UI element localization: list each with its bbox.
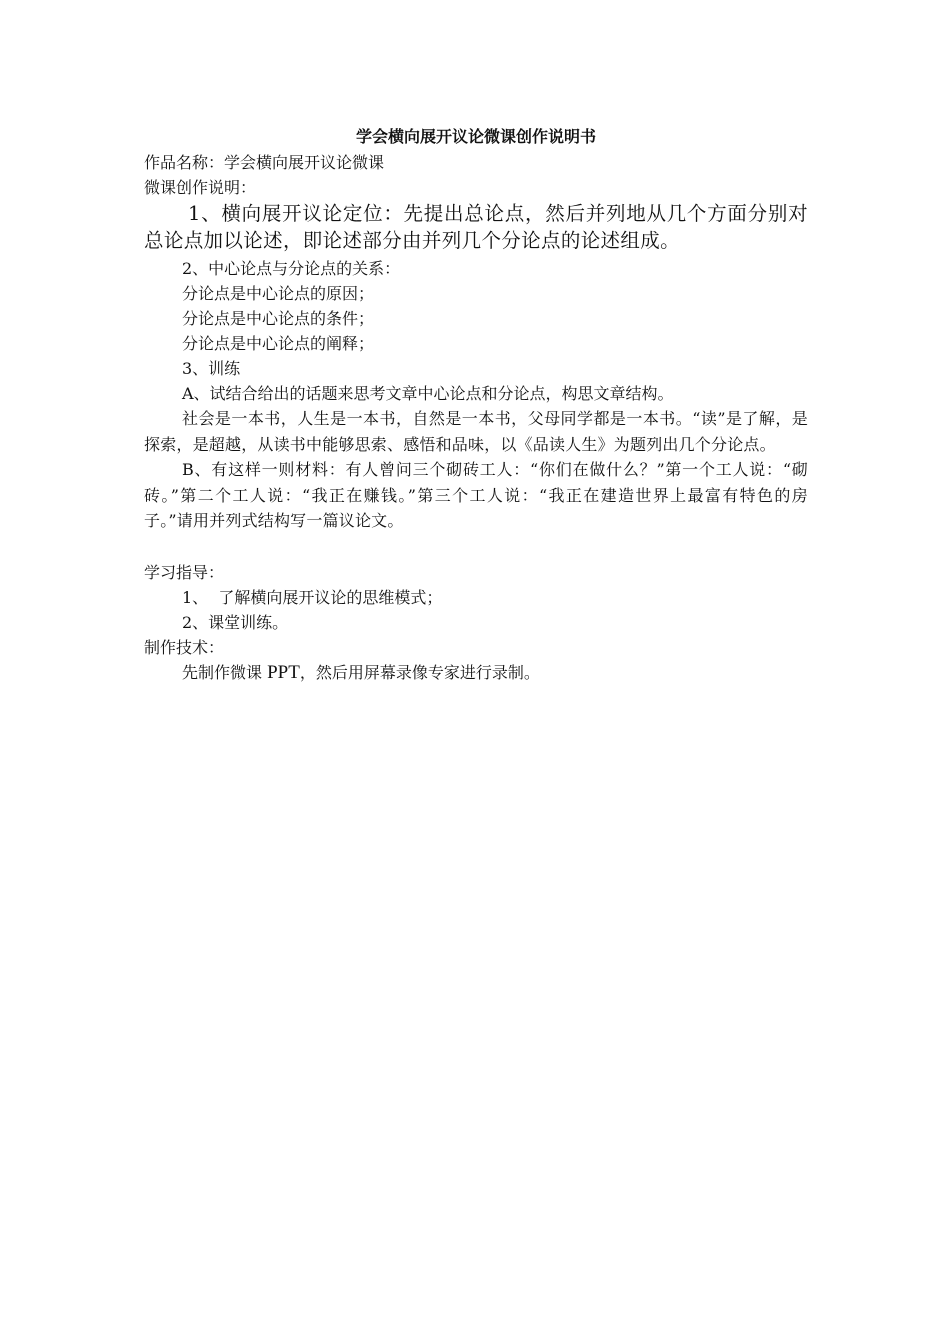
relation-condition: 分论点是中心论点的条件； (182, 309, 375, 328)
document-title: 学会横向展开议论微课创作说明书 (355, 127, 596, 146)
exercise-a: A、试结合给出的话题来思考文章中心论点和分论点，构思文章结构。 (182, 384, 674, 403)
tech-ppt: PPT (267, 661, 300, 683)
blank-line (144, 534, 808, 560)
document-body (144, 124, 808, 685)
tech-description (144, 660, 808, 685)
creation-heading: 微课创作说明： (144, 178, 257, 197)
point-3-heading: 3、训练 (182, 359, 241, 378)
point-2-heading: 2、中心论点与分论点的关系： (182, 259, 401, 278)
tech-heading: 制作技术： (144, 637, 225, 657)
relation-explanation: 分论点是中心论点的阐释； (182, 334, 375, 353)
guidance-item-1: 1、 了解横向展开议论的思维模式； (182, 587, 443, 607)
guidance-item-2: 2、课堂训练。 (182, 612, 289, 632)
relation-cause: 分论点是中心论点的原因； (182, 284, 375, 303)
exercise-b: B、有这样一则材料：有人曾问三个砌砖工人：“你们在做什么？”第一个工人说：“砌砖。”第二个工人说：“我正在赚钱。”第三个工人说：“我正在建造世界上最富有特色的房子。”请用并列式结构写一篇议论文。 (144, 460, 808, 530)
tech-text-after: ，然后用屏幕录像专家进行录制。 (299, 662, 540, 682)
tech-text-before: 先制作微课 (182, 662, 268, 682)
point-1-paragraph: 1、横向展开议论定位：先提出总论点，然后并列地从几个方面分别对总论点加以论述，即论述部分由并列几个分论点的论述组成。 (144, 202, 808, 252)
guidance-heading: 学习指导： (144, 562, 225, 582)
work-name-line: 作品名称：学会横向展开议论微课 (144, 153, 385, 172)
exercise-a-material: 社会是一本书，人生是一本书，自然是一本书，父母同学都是一本书。“读”是了解，是探索，是超越，从读书中能够思索、感悟和品味，以《品读人生》为题列出几个分论点。 (144, 409, 808, 454)
